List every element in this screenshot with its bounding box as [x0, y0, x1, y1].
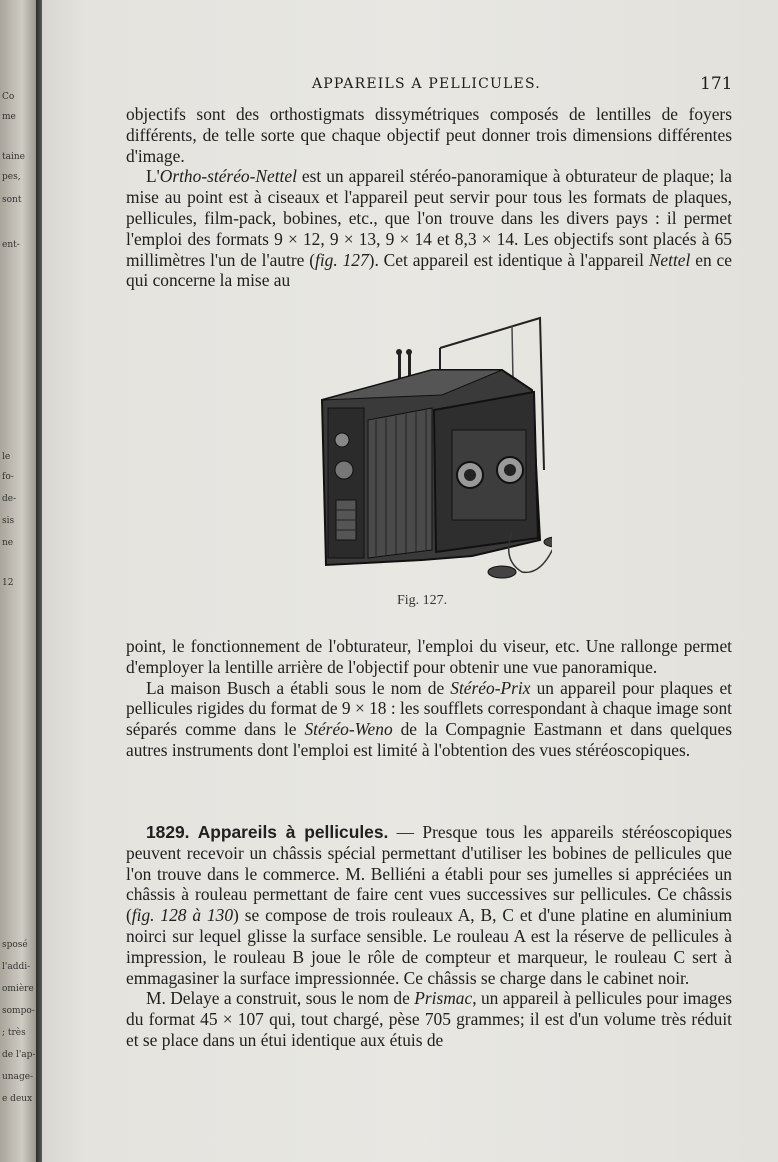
left-page-fragment: de-	[2, 494, 17, 504]
text-block-middle	[126, 636, 732, 761]
italic-term: Stéréo-Weno	[304, 719, 393, 740]
left-page-fragment: Co	[2, 92, 15, 102]
italic-term: Prismac	[414, 988, 473, 1009]
book-page	[42, 0, 778, 1162]
left-page-fragment: sis	[2, 516, 15, 526]
page-number: 171	[700, 74, 733, 94]
left-page-fragment: ent-	[2, 240, 20, 250]
left-page-fragment: fo-	[2, 472, 14, 482]
paragraph	[126, 988, 732, 1050]
figure-reference: fig. 128 à 130	[131, 905, 234, 926]
running-title: APPAREILS A PELLICULES.	[312, 76, 541, 92]
text-run: La maison Busch a établi sous le nom de	[146, 677, 451, 698]
left-page-fragment: sposé	[2, 940, 28, 950]
left-page-edge	[0, 0, 40, 1162]
text-run: est un appareil stéréo-panoramique à obturateur de plaque; la mise au point est à ciseaux et l'appareil peut servir pour tous les formats de plaques, pellicules, film-pack, bobines, etc., que l'on trouve dans les divers pays : il permet l'emploi des formats 9 × 12, 9 × 13, 9 × 14 et 8,3 × 14. Les objectifs sont placés à 65 millimètres l'un de l'autre (	[126, 166, 732, 270]
camera-illustration	[312, 310, 552, 590]
text-run: en ce qui concerne la mise au	[126, 249, 732, 291]
paragraph	[126, 678, 732, 761]
text-run: ). Cet appareil est identique à l'appareil	[368, 249, 649, 270]
left-page-fragment: sont	[2, 195, 22, 205]
left-page-fragment: unage-	[2, 1072, 34, 1082]
paragraph: objectifs sont des orthostigmats dissymétriques composés de lentilles de foyers différents, de telle sorte que chaque objectif peut donner trois dimensions différentes d'image.	[126, 104, 732, 166]
figure-caption: Fig. 127.	[397, 593, 448, 608]
left-page-fragment: ne	[2, 538, 14, 548]
left-page-fragment: l'addi-	[2, 962, 31, 972]
text-run: un appareil pour plaques et pellicules rigides du format de 9 × 18 : les soufflets correspondant à chaque image sont séparés comme dans le	[126, 677, 732, 740]
left-page-fragment: taine	[2, 152, 25, 162]
left-page-fragment: de l'ap-	[2, 1050, 36, 1060]
left-page-fragment: e deux	[2, 1094, 33, 1104]
left-page-fragment: me	[2, 112, 16, 122]
text-run: ) se compose de trois rouleaux A, B, C et d'une platine en aluminium noirci sur lequel glisse la surface sensible. Le rouleau A est la réserve de pellicules à impression, le rouleau B joue le rôle de compteur et marqueur, le rouleau C sert à emmagasiner la surface impressionnée. Ce châssis se charge dans le cabinet noir.	[126, 905, 732, 988]
left-page-fragment: le	[2, 452, 11, 462]
left-page-fragment: 12	[2, 578, 14, 588]
text-run: — Presque tous les appareils stéréoscopiques peuvent recevoir un châssis spécial permettant d'utiliser les bobines de pellicules que l'on trouve dans le commerce. M. Belliéni a établi pour ses jumelles si appréciées un châssis à rouleau permettant de faire cent vues successives sur pellicules. Ce châssis (	[126, 822, 732, 926]
text-run: M. Delaye a construit, sous le nom de	[146, 988, 415, 1009]
figure-reference: fig. 127	[315, 249, 369, 270]
paragraph	[126, 822, 732, 988]
italic-term: Nettel	[648, 249, 691, 270]
text-run: L'	[146, 166, 160, 187]
text-block-bottom	[126, 822, 732, 1051]
page-header	[42, 74, 778, 98]
paragraph: point, le fonctionnement de l'obturateur, l'emploi du viseur, etc. Une rallonge permet d'employer la lentille arrière de l'objectif pour obtenir une vue panoramique.	[126, 636, 732, 677]
left-page-fragment: sompo-	[2, 1006, 35, 1016]
italic-term: Ortho-stéréo-Nettel	[159, 166, 297, 187]
text-block-top	[126, 104, 732, 291]
italic-term: Stéréo-Prix	[450, 677, 531, 698]
left-page-fragment: omière	[2, 984, 34, 994]
section-heading: 1829. Appareils à pellicules.	[146, 822, 389, 842]
text-run: , un appareil à pellicules pour images du format 45 × 107 qui, tout chargé, pèse 705 grammes; il est d'un volume très réduit et se place dans un étui identique aux étuis de	[126, 988, 732, 1050]
left-page-fragment: pes,	[2, 172, 21, 182]
left-page-fragment: ; très	[2, 1028, 26, 1038]
paragraph	[126, 166, 732, 291]
text-run: de la Compagnie Eastmann et dans quelques autres instruments dont l'emploi est limité à l'obtention des vues stéréoscopiques.	[126, 719, 732, 760]
